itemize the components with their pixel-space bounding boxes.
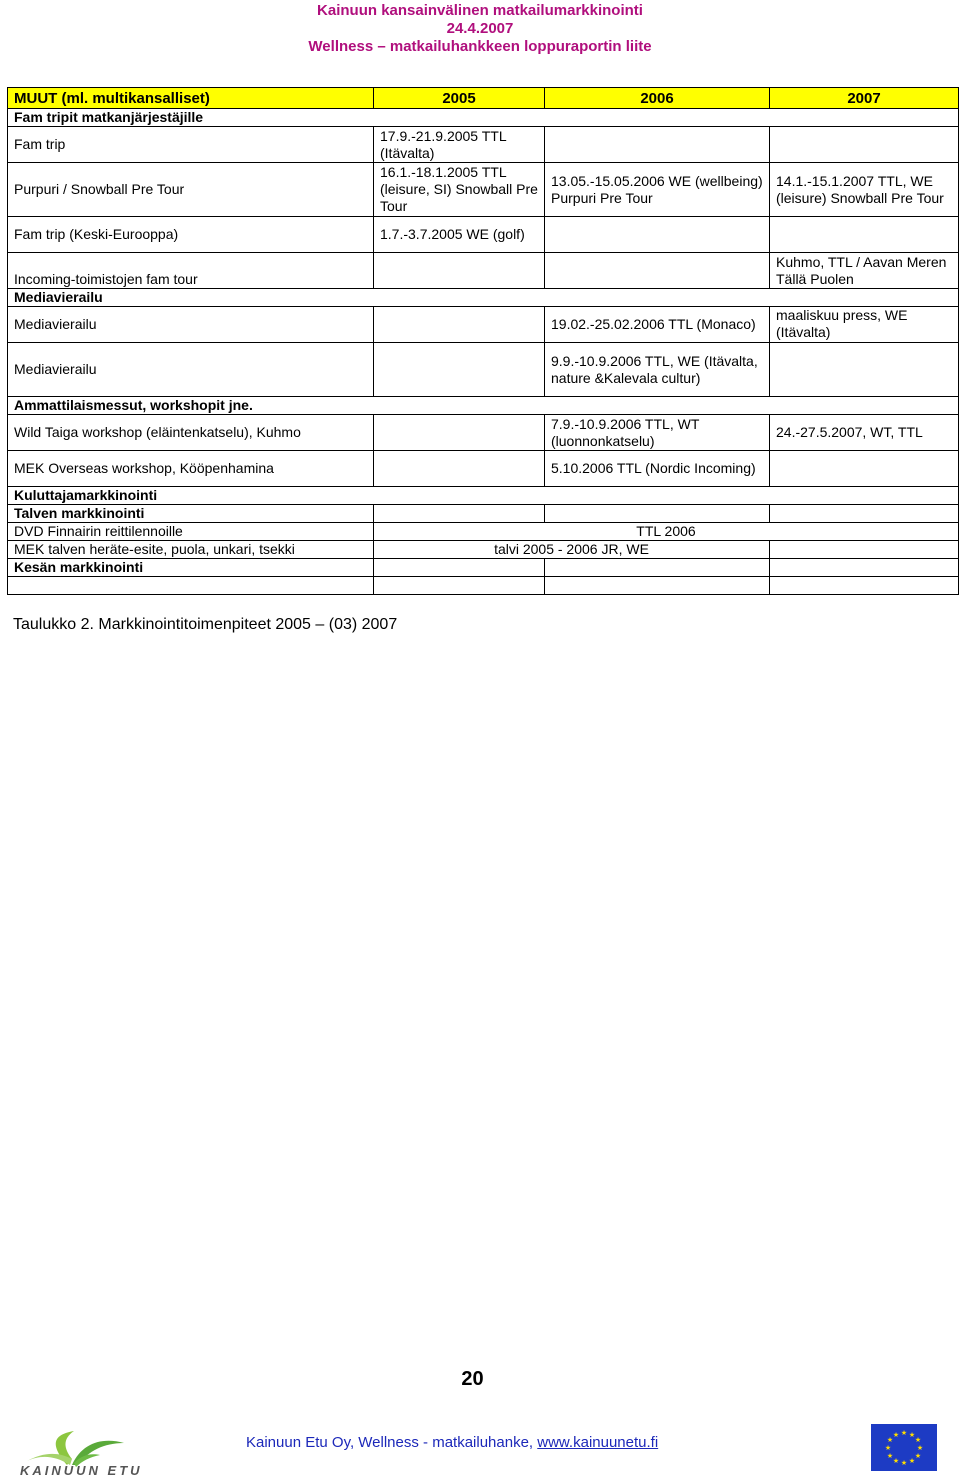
- cell-2006: [545, 127, 770, 163]
- cell-2006: 13.05.-15.05.2006 WE (wellbeing) Purpuri Pre Tour: [545, 163, 770, 217]
- header-cell-2005: 2005: [374, 88, 545, 109]
- table-row: [8, 451, 959, 487]
- eu-flag-icon: [871, 1424, 937, 1471]
- marketing-table: [7, 87, 959, 595]
- row-label: Mediavierailu: [8, 307, 374, 343]
- table-row: [8, 163, 959, 217]
- table-row: [8, 541, 959, 559]
- section-media: Mediavierailu: [8, 289, 959, 307]
- cell-2006: 9.9.-10.9.2006 TTL, WE (Itävalta, nature &Kalevala cultur): [545, 343, 770, 397]
- row-label: Purpuri / Snowball Pre Tour: [8, 163, 374, 217]
- svg-text:★: ★: [916, 1444, 924, 1452]
- row-value: talvi 2005 - 2006 JR, WE: [374, 541, 770, 559]
- section-row: [8, 487, 959, 505]
- svg-text:★: ★: [884, 1444, 892, 1452]
- section-row: [8, 559, 959, 577]
- row-label: Incoming-toimistojen fam tour: [8, 253, 374, 289]
- table-caption: Taulukko 2. Markkinointitoimenpiteet 2005 – (03) 2007: [13, 616, 398, 633]
- footer: [246, 1434, 658, 1451]
- cell-2005: 17.9.-21.9.2005 TTL (Itävalta): [374, 127, 545, 163]
- section-row: [8, 109, 959, 127]
- cell-2005: [374, 415, 545, 451]
- cell-2005: [374, 307, 545, 343]
- row-label: Fam trip (Keski-Eurooppa): [8, 217, 374, 253]
- row-value: TTL 2006: [374, 523, 959, 541]
- table-row: [8, 127, 959, 163]
- cell-2006: [545, 217, 770, 253]
- cell-2007: [770, 217, 959, 253]
- table-header-row: [8, 88, 959, 109]
- row-label: Mediavierailu: [8, 343, 374, 397]
- page-number: 20: [461, 1368, 484, 1390]
- table-row: [8, 577, 959, 595]
- svg-text:★: ★: [892, 1457, 900, 1465]
- section-kesa: Kesän markkinointi: [8, 559, 374, 577]
- table-row: [8, 415, 959, 451]
- section-kuluttaja: Kuluttajamarkkinointi: [8, 487, 959, 505]
- svg-text:★: ★: [900, 1459, 908, 1467]
- cell-2007: [770, 343, 959, 397]
- row-label: MEK Overseas workshop, Kööpenhamina: [8, 451, 374, 487]
- cell-2005: [374, 343, 545, 397]
- table-row: [8, 217, 959, 253]
- svg-text:★: ★: [892, 1431, 900, 1439]
- cell-2006: 19.02.-25.02.2006 TTL (Monaco): [545, 307, 770, 343]
- header-cell: MUUT (ml. multikansalliset): [8, 88, 374, 109]
- header-title: Kainuun kansainvälinen matkailumarkkinointi: [317, 2, 643, 19]
- cell-2007: [770, 127, 959, 163]
- cell-2005: [374, 253, 545, 289]
- section-talvi: Talven markkinointi: [8, 505, 374, 523]
- svg-text:★: ★: [886, 1452, 894, 1460]
- header-cell-2007: 2007: [770, 88, 959, 109]
- section-row: [8, 397, 959, 415]
- section-famtrips: Fam tripit matkanjärjestäjille: [8, 109, 959, 127]
- cell-2006: [545, 253, 770, 289]
- cell-2007: 14.1.-15.1.2007 TTL, WE (leisure) Snowball Pre Tour: [770, 163, 959, 217]
- cell-2005: 16.1.-18.1.2005 TTL (leisure, SI) Snowball Pre Tour: [374, 163, 545, 217]
- cell-2007: 24.-27.5.2007, WT, TTL: [770, 415, 959, 451]
- table-row: [8, 253, 959, 289]
- header-cell-2006: 2006: [545, 88, 770, 109]
- row-label: Fam trip: [8, 127, 374, 163]
- table-row: [8, 343, 959, 397]
- cell-2007: maaliskuu press, WE (Itävalta): [770, 307, 959, 343]
- section-row: [8, 289, 959, 307]
- section-messut: Ammattilaismessut, workshopit jne.: [8, 397, 959, 415]
- header-date: 24.4.2007: [446, 20, 514, 37]
- svg-text:★: ★: [908, 1431, 916, 1439]
- svg-text:★: ★: [914, 1452, 922, 1460]
- cell-2007: [770, 451, 959, 487]
- svg-text:★: ★: [914, 1436, 922, 1444]
- cell-2005: [374, 451, 545, 487]
- svg-text:★: ★: [900, 1429, 908, 1437]
- row-label: DVD Finnairin reittilennoille: [8, 523, 374, 541]
- footer-link[interactable]: www.kainuunetu.fi: [537, 1434, 659, 1451]
- table-row: [8, 523, 959, 541]
- row-label: MEK talven heräte-esite, puola, unkari, tsekki: [8, 541, 374, 559]
- svg-text:★: ★: [886, 1436, 894, 1444]
- cell-2006: 7.9.-10.9.2006 TTL, WT (luonnonkatselu): [545, 415, 770, 451]
- svg-text:★: ★: [908, 1457, 916, 1465]
- footer-text: Kainuun Etu Oy, Wellness - matkailuhanke,: [246, 1434, 538, 1451]
- cell-2007: Kuhmo, TTL / Aavan Meren Tällä Puolen: [770, 253, 959, 289]
- section-row: [8, 505, 959, 523]
- row-label: Wild Taiga workshop (eläintenkatselu), Kuhmo: [8, 415, 374, 451]
- cell-2006: 5.10.2006 TTL (Nordic Incoming): [545, 451, 770, 487]
- kainuun-etu-logo: [12, 1425, 227, 1480]
- table-row: [8, 307, 959, 343]
- header-subtitle: Wellness – matkailuhankkeen loppuraportin liite: [308, 38, 652, 55]
- cell-2005: 1.7.-3.7.2005 WE (golf): [374, 217, 545, 253]
- logo-text: KAINUUN ETU: [20, 1463, 143, 1478]
